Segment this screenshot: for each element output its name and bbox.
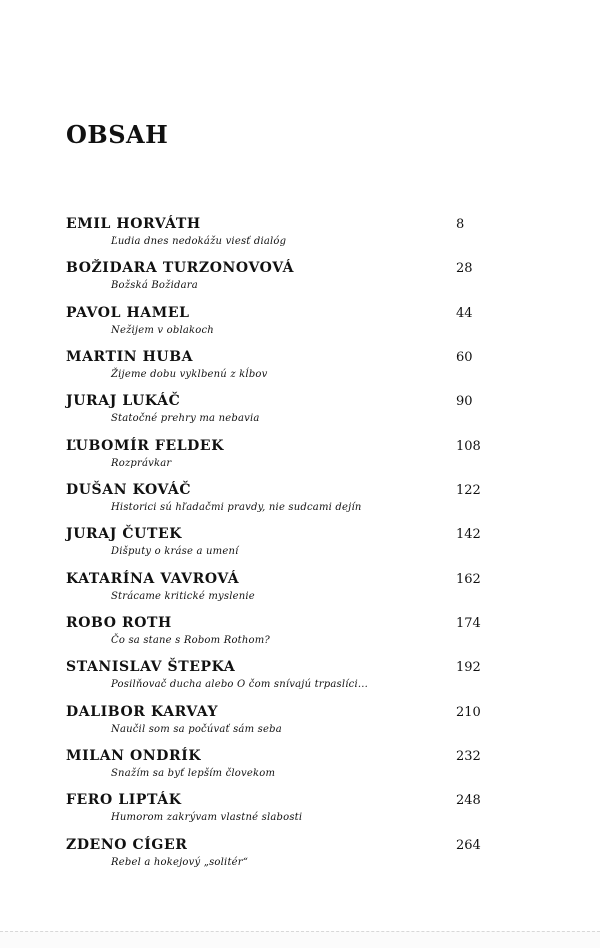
toc-entry-page-number: 174 (456, 616, 481, 632)
toc-entry-page-number: 192 (456, 660, 481, 676)
toc-entry-author: MARTIN HUBA (66, 349, 194, 366)
toc-entry-subtitle: Dišputy o kráse a umení (111, 546, 239, 558)
page-edge (0, 931, 600, 948)
toc-entry-author: DUŠAN KOVÁČ (66, 482, 192, 499)
toc-entry-page-number: 8 (456, 217, 465, 232)
toc-entry-page-number: 162 (456, 571, 481, 587)
toc-entry (66, 615, 496, 659)
toc-entry-page-number: 210 (456, 704, 481, 720)
toc-entry-author: ROBO ROTH (66, 615, 172, 632)
toc-entry (66, 349, 496, 393)
toc-entry-subtitle: Žijeme dobu vyklbenú z kĺbov (111, 369, 268, 381)
toc-entry-author: ZDENO CÍGER (66, 836, 188, 853)
toc-entry-author: MILAN ONDRÍK (66, 748, 202, 765)
toc-entry-author: EMIL HORVÁTH (66, 216, 201, 232)
toc-entry (66, 792, 496, 836)
toc-entry-subtitle: Posilňovač ducha alebo O čom snívajú trpaslíci... (111, 679, 369, 691)
toc-entry-page-number: 28 (456, 261, 473, 277)
toc-entry-author: KATARÍNA VAVROVÁ (66, 570, 240, 587)
toc-entry (66, 216, 496, 260)
toc-entry-author: JURAJ LUKÁČ (66, 393, 181, 410)
toc-entry-author: JURAJ ČUTEK (66, 526, 183, 543)
toc-entry-page-number: 90 (456, 394, 473, 410)
toc-entry-author: DALIBOR KARVAY (66, 703, 219, 720)
toc-entry-author: PAVOL HAMEL (66, 304, 190, 321)
toc-entry-subtitle: Snažím sa byť lepším človekom (111, 768, 276, 780)
toc-entry (66, 526, 496, 570)
toc-entry-subtitle: Čo sa stane s Robom Rothom? (111, 635, 270, 647)
toc-entry (66, 260, 496, 304)
toc-entry (66, 748, 496, 792)
toc-entry (66, 305, 496, 349)
toc-entry-subtitle: Naučil som sa počúvať sám seba (111, 723, 282, 735)
table-of-contents (66, 216, 496, 881)
toc-entry (66, 571, 496, 615)
toc-entry-subtitle: Rebel a hokejový „solitér“ (111, 856, 249, 868)
toc-entry (66, 438, 496, 482)
toc-entry-subtitle: Statočné prehry ma nebavia (111, 413, 260, 425)
toc-entry-subtitle: Ľudia dnes nedokážu viesť dialóg (111, 236, 287, 247)
toc-entry-page-number: 108 (456, 438, 481, 454)
toc-entry (66, 482, 496, 526)
toc-entry-page-number: 232 (456, 749, 481, 765)
toc-entry-subtitle: Strácame kritické myslenie (111, 590, 255, 602)
toc-entry-page-number: 122 (456, 483, 481, 499)
toc-entry-page-number: 44 (456, 305, 473, 321)
toc-entry-subtitle: Historici sú hľadačmi pravdy, nie sudcami dejín (111, 502, 362, 514)
toc-entry-page-number: 248 (456, 793, 481, 809)
toc-entry (66, 837, 496, 881)
toc-entry-page-number: 264 (456, 837, 481, 853)
page-title: OBSAH (66, 120, 169, 149)
toc-entry-author: BOŽIDARA TURZONOVOVÁ (66, 260, 295, 277)
toc-entry-subtitle: Humorom zakrývam vlastné slabosti (111, 812, 303, 824)
toc-entry (66, 704, 496, 748)
toc-entry-page-number: 60 (456, 350, 473, 366)
toc-entry-subtitle: Rozprávkar (111, 457, 172, 469)
toc-entry-page-number: 142 (456, 527, 481, 543)
toc-entry-author: STANISLAV ŠTEPKA (66, 659, 236, 676)
toc-entry-subtitle: Nežijem v oblakoch (111, 324, 214, 336)
toc-entry-subtitle: Božská Božidara (111, 280, 198, 292)
toc-entry (66, 393, 496, 437)
toc-entry-author: FERO LIPTÁK (66, 792, 182, 809)
toc-entry (66, 659, 496, 703)
toc-entry-author: ĽUBOMÍR FELDEK (66, 437, 224, 454)
